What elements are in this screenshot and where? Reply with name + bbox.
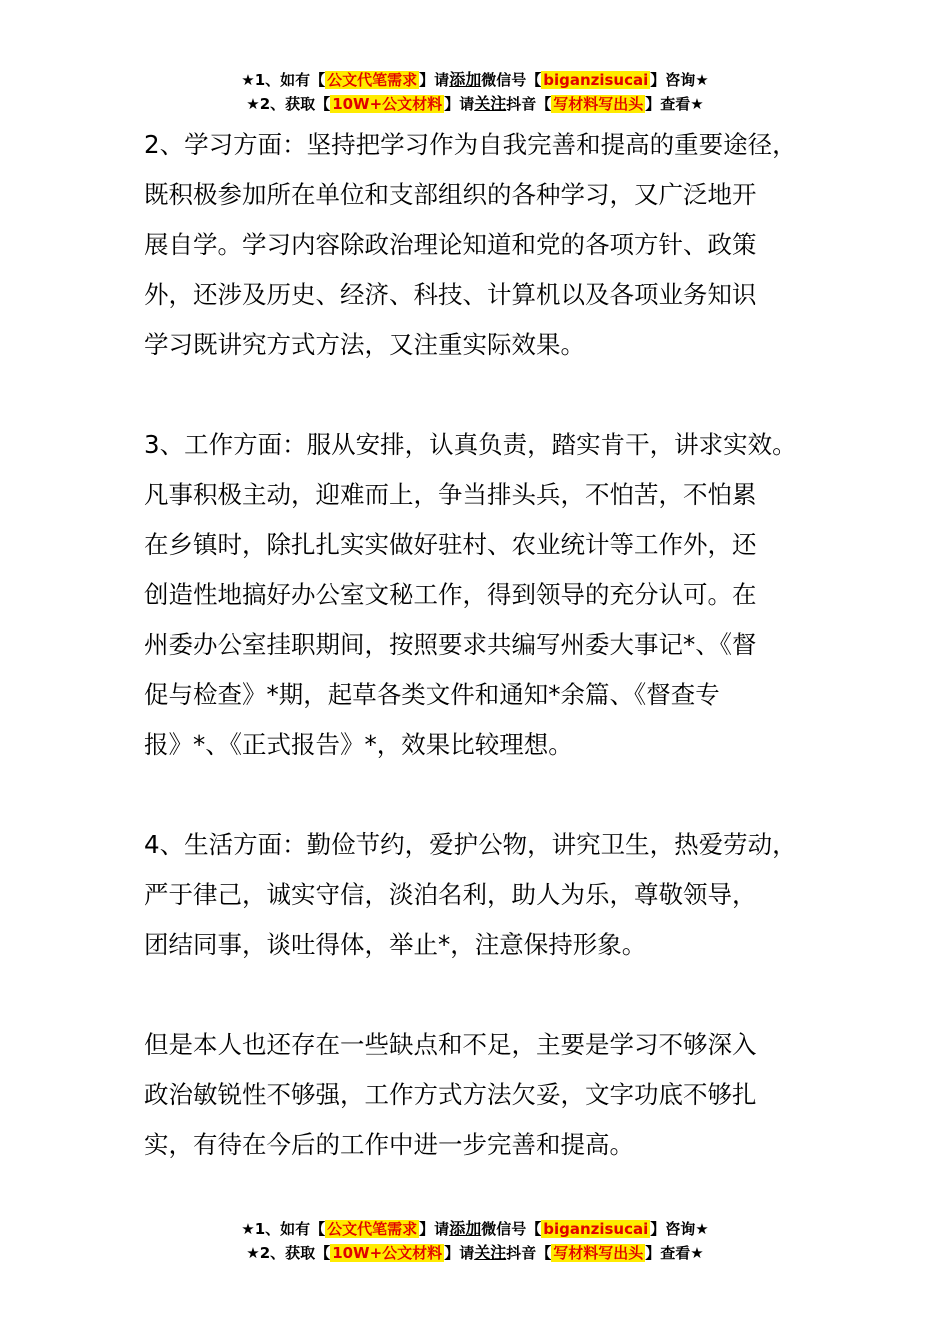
text-line: 在乡镇时，除扎扎实实做好驻村、农业统计等工作外，还	[144, 530, 757, 559]
banner-text: ★2、获取【	[246, 95, 331, 113]
banner-text: 】咨询★	[650, 1220, 709, 1238]
banner-text: 微信号【	[481, 1220, 542, 1238]
banner-douyin-name: 写材料写出头	[553, 95, 644, 113]
paragraph	[144, 820, 834, 970]
banner-line-1	[0, 68, 950, 92]
paragraph-gap	[144, 770, 834, 820]
text-line: 报》*、《正式报告》*，效果比较理想。	[144, 730, 573, 759]
banner-line-1	[0, 1217, 950, 1241]
paragraph	[144, 1020, 834, 1170]
text-line: 展自学。学习内容除政治理论知道和党的各项方针、政策	[144, 230, 757, 259]
banner-text: 微信号【	[481, 71, 542, 89]
banner-text: ★1、如有【	[241, 1220, 326, 1238]
text-line: 既积极参加所在单位和支部组织的各种学习，又广泛地开	[144, 180, 757, 209]
text-line: 州委办公室挂职期间，按照要求共编写州委大事记*、《督	[144, 630, 757, 659]
banner-underline: 关注	[474, 1243, 507, 1262]
banner-douyin-name: 写材料写出头	[553, 1244, 644, 1262]
paragraph-gap	[144, 370, 834, 420]
banner-text: 】咨询★	[650, 71, 709, 89]
banner-text: 】请	[444, 1244, 475, 1262]
text-line: 但是本人也还存在一些缺点和不足，主要是学习不够深入	[144, 1030, 757, 1059]
banner-highlight: 10W+公文材料	[332, 95, 443, 113]
banner-text: 抖音【	[506, 95, 552, 113]
banner-underline: 关注	[474, 94, 507, 113]
text-line: 实，有待在今后的工作中进一步完善和提高。	[144, 1130, 634, 1159]
banner-wechat-id: biganzisucai	[543, 1220, 649, 1238]
banner-underline: 添加	[449, 1219, 482, 1238]
text-line: 严于律己，诚实守信，淡泊名利，助人为乐，尊敬领导，	[144, 880, 757, 909]
banner-text: ★1、如有【	[241, 71, 326, 89]
banner-text: 】请	[444, 95, 475, 113]
banner-text: 】查看★	[645, 95, 704, 113]
paragraph-gap	[144, 970, 834, 1020]
paragraph	[144, 120, 834, 370]
banner-text: 】查看★	[645, 1244, 704, 1262]
banner-text: 】请	[419, 1220, 450, 1238]
banner-highlight: 公文代笔需求	[327, 71, 418, 89]
banner-underline: 添加	[449, 70, 482, 89]
text-line: 外，还涉及历史、经济、科技、计算机以及各项业务知识	[144, 280, 757, 309]
text-line: 团结同事，谈吐得体，举止*，注意保持形象。	[144, 930, 647, 959]
banner-text: 抖音【	[506, 1244, 552, 1262]
text-line: 4、生活方面：勤俭节约，爱护公物，讲究卫生，热爱劳动，	[144, 830, 797, 859]
text-line: 创造性地搞好办公室文秘工作，得到领导的充分认可。在	[144, 580, 757, 609]
banner-highlight: 10W+公文材料	[332, 1244, 443, 1262]
text-line: 凡事积极主动，迎难而上，争当排头兵，不怕苦，不怕累	[144, 480, 757, 509]
document-body	[144, 120, 834, 1170]
banner-text: 】请	[419, 71, 450, 89]
banner-text: ★2、获取【	[246, 1244, 331, 1262]
banner-line-2	[0, 1241, 950, 1265]
text-line: 促与检查》*期，起草各类文件和通知*余篇、《督查专	[144, 680, 720, 709]
text-line: 2、学习方面：坚持把学习作为自我完善和提高的重要途径，	[144, 130, 797, 159]
top-banner	[0, 68, 950, 116]
banner-line-2	[0, 92, 950, 116]
banner-wechat-id: biganzisucai	[543, 71, 649, 89]
paragraph	[144, 420, 834, 770]
bottom-banner	[0, 1217, 950, 1265]
text-line: 3、工作方面：服从安排，认真负责，踏实肯干，讲求实效。	[144, 430, 797, 459]
banner-highlight: 公文代笔需求	[327, 1220, 418, 1238]
text-line: 学习既讲究方式方法，又注重实际效果。	[144, 330, 585, 359]
text-line: 政治敏锐性不够强，工作方式方法欠妥，文字功底不够扎	[144, 1080, 757, 1109]
